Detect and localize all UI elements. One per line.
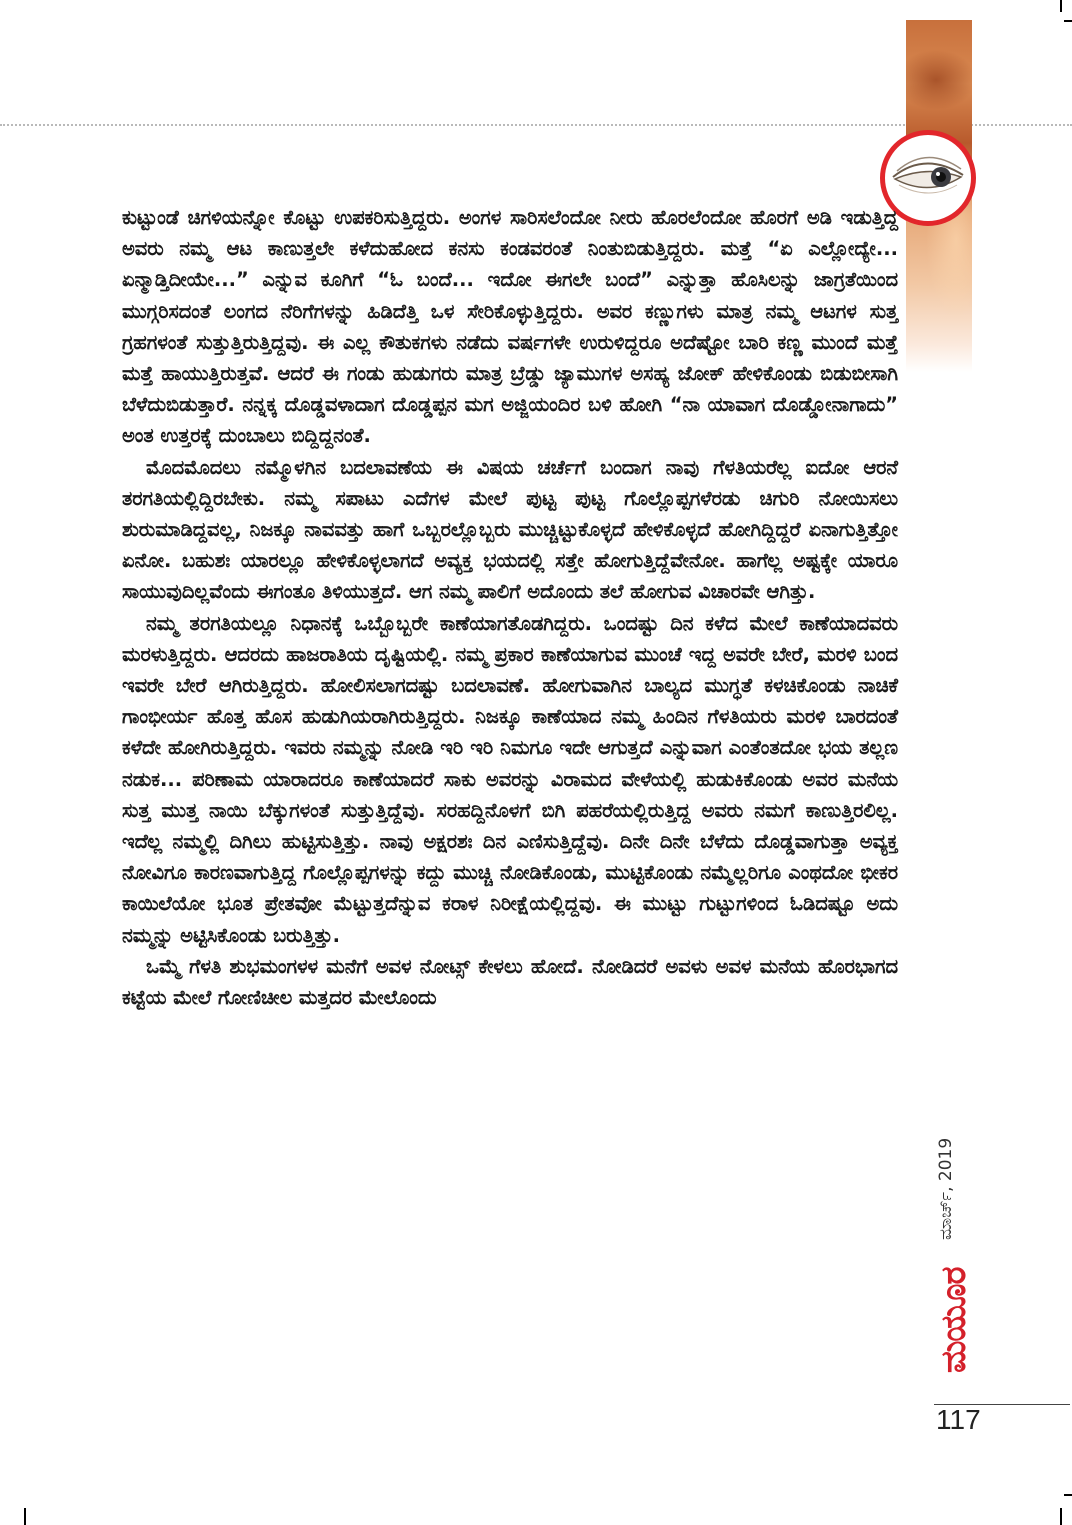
paragraph: ಒಮ್ಮೆ ಗೆಳತಿ ಶುಭಮಂಗಳಳ ಮನೆಗೆ ಅವಳ ನೋಟ್ಸ್ ಕೇಳಲು ಹೋದೆ. ನೋಡಿದರೆ ಅವಳು ಅವಳ ಮನೆಯ ಹೊರಭಾಗದ ಕಟ್ಟೆಯ ಮೇಲೆ ಗೋಣಿಚೀಲ ಮತ್ತದರ ಮೇಲೊಂದು <box>122 954 898 1010</box>
crop-mark <box>1060 1508 1062 1525</box>
paragraph: ಕುಟ್ಟುಂಡೆ ಚಿಗಳಿಯನ್ನೋ ಕೊಟ್ಟು ಉಪಕರಿಸುತ್ತಿದ್ದರು. ಅಂಗಳ ಸಾರಿಸಲೆಂದೋ ನೀರು ಹೊರಲೆಂದೋ ಹೊರಗೆ ಅಡಿ ಇಡುತ್ತಿದ್ದ ಅವರು ನಮ್ಮ ಆಟ ಕಾಣುತ್ತಲೇ ಕಳೆದುಹೋದ ಕನಸು ಕಂಡವರಂತೆ ನಿಂತುಬಿಡುತ್ತಿದ್ದರು. ಮತ್ತೆ “ಏ ಎಲ್ಲೋದ್ಯೇ... ಏನ್ಮಾಡ್ತಿದೀಯೇ...” ಎನ್ನುವ ಕೂಗಿಗೆ “ಓ ಬಂದೆ... ಇದೋ ಈಗಲೇ ಬಂದೆ” ಎನ್ನುತ್ತಾ ಹೊಸಿಲನ್ನು ಜಾಗ್ರತೆಯಿಂದ ಮುಗ್ಗರಿಸದಂತೆ ಲಂಗದ ನೆರಿಗೆಗಳನ್ನು ಹಿಡಿದೆತ್ತಿ ಒಳ ಸೇರಿಕೊಳ್ಳುತ್ತಿದ್ದರು. ಅವರ ಕಣ್ಣುಗಳು ಮಾತ್ರ ನಮ್ಮ ಆಟಗಳ ಸುತ್ತ ಗ್ರಹಗಳಂತೆ ಸುತ್ತುತ್ತಿರುತ್ತಿದ್ದವು. ಈ ಎಲ್ಲ ಕೌತುಕಗಳು ನಡೆದು ವರ್ಷಗಳೇ ಉರುಳಿದ್ದರೂ ಅದೆಷ್ಟೋ ಬಾರಿ ಕಣ್ಣ ಮುಂದೆ ಮತ್ತೆ ಮತ್ತೆ ಹಾಯುತ್ತಿರುತ್ತವೆ. ಆದರೆ ಈ ಗಂಡು ಹುಡುಗರು ಮಾತ್ರ ಬ್ರೆಡ್ಡು ಜ್ಯಾಮುಗಳ ಅಸಹ್ಯ ಜೋಕ್ ಹೇಳಿಕೊಂಡು ಬಿಡುಬೀಸಾಗಿ ಬೆಳೆದುಬಿಡುತ್ತಾರೆ. ನನ್ನಕ್ಕ ದೊಡ್ಡವಳಾದಾಗ ದೊಡ್ಡಪ್ಪನ ಮಗ ಅಜ್ಜಿಯಂದಿರ ಬಳಿ ಹೋಗಿ “ನಾ ಯಾವಾಗ ದೊಡ್ಡೋನಾಗಾದು” ಅಂತ ಉತ್ತರಕ್ಕೆ ದುಂಬಾಲು ಬಿದ್ದಿದ್ದನಂತೆ. <box>122 206 898 448</box>
crop-mark <box>1060 0 1062 12</box>
paragraph: ನಮ್ಮ ತರಗತಿಯಲ್ಲೂ ನಿಧಾನಕ್ಕೆ ಒಬ್ಬೊಬ್ಬರೇ ಕಾಣೆಯಾಗತೊಡಗಿದ್ದರು. ಒಂದಷ್ಟು ದಿನ ಕಳೆದ ಮೇಲೆ ಕಾಣೆಯಾದವರು ಮರಳುತ್ತಿದ್ದರು. ಆದರದು ಹಾಜರಾತಿಯ ದೃಷ್ಟಿಯಲ್ಲಿ. ನಮ್ಮ ಪ್ರಕಾರ ಕಾಣೆಯಾಗುವ ಮುಂಚೆ ಇದ್ದ ಅವರೇ ಬೇರೆ, ಮರಳಿ ಬಂದ ಇವರೇ ಬೇರೆ ಆಗಿರುತ್ತಿದ್ದರು. ಹೋಲಿಸಲಾಗದಷ್ಟು ಬದಲಾವಣೆ. ಹೋಗುವಾಗಿನ ಬಾಲ್ಯದ ಮುಗ್ಧತೆ ಕಳಚಿಕೊಂಡು ನಾಚಿಕೆ ಗಾಂಭೀರ್ಯ ಹೊತ್ತ ಹೊಸ ಹುಡುಗಿಯರಾಗಿರುತ್ತಿದ್ದರು. ನಿಜಕ್ಕೂ ಕಾಣೆಯಾದ ನಮ್ಮ ಹಿಂದಿನ ಗೆಳತಿಯರು ಮರಳಿ ಬಾರದಂತೆ ಕಳೆದೇ ಹೋಗಿರುತ್ತಿದ್ದರು. ಇವರು ನಮ್ಮನ್ನು ನೋಡಿ ಇರಿ ಇರಿ ನಿಮಗೂ ಇದೇ ಆಗುತ್ತದೆ ಎನ್ನುವಾಗ ಎಂತೆಂತದೋ ಭಯ ತಲ್ಲಣ ನಡುಕ... ಪರಿಣಾಮ ಯಾರಾದರೂ ಕಾಣೆಯಾದರೆ ಸಾಕು ಅವರನ್ನು ವಿರಾಮದ ವೇಳೆಯಲ್ಲಿ ಹುಡುಕಿಕೊಂಡು ಅವರ ಮನೆಯ ಸುತ್ತ ಮುತ್ತ ನಾಯಿ ಬೆಕ್ಕುಗಳಂತೆ ಸುತ್ತುತ್ತಿದ್ದೆವು. ಸರಹದ್ದಿನೊಳಗೆ ಬಿಗಿ ಪಹರೆಯಲ್ಲಿರುತ್ತಿದ್ದ ಅವರು ನಮಗೆ ಕಾಣುತ್ತಿರಲಿಲ್ಲ. ಇದೆಲ್ಲ ನಮ್ಮಲ್ಲಿ ದಿಗಿಲು ಹುಟ್ಟಿಸುತ್ತಿತ್ತು. ನಾವು ಅಕ್ಷರಶಃ ದಿನ ಎಣಿಸುತ್ತಿದ್ದೆವು. ದಿನೇ ದಿನೇ ಬೆಳೆದು ದೊಡ್ಡವಾಗುತ್ತಾ ಅವ್ಯಕ್ತ ನೋವಿಗೂ ಕಾರಣವಾಗುತ್ತಿದ್ದ ಗೊಲ್ಲೊಪ್ಪಗಳನ್ನು ಕದ್ದು ಮುಚ್ಚಿ ನೋಡಿಕೊಂಡು, ಮುಟ್ಟಿಕೊಂಡು ನಮ್ಮೆಲ್ಲರಿಗೂ ಎಂಥದೋ ಭೀಕರ ಕಾಯಿಲೆಯೋ ಭೂತ ಪ್ರೇತವೋ ಮೆಟ್ಟುತ್ತದೆನ್ನುವ ಕರಾಳ ನಿರೀಕ್ಷೆಯಲ್ಲಿದ್ದವು. ಈ ಮುಟ್ಟು ಗುಟ್ಟುಗಳಿಂದ ಓಡಿದಷ್ಟೂ ಅದು ನಮ್ಮನ್ನು ಅಟ್ಟಿಸಿಕೊಂಡು ಬರುತ್ತಿತ್ತು. <box>122 611 898 947</box>
paragraph: ಮೊದಮೊದಲು ನಮ್ಮೊಳಗಿನ ಬದಲಾವಣೆಯ ಈ ವಿಷಯ ಚರ್ಚೆಗೆ ಬಂದಾಗ ನಾವು ಗೆಳತಿಯರೆಲ್ಲ ಐದೋ ಆರನೆ ತರಗತಿಯಲ್ಲಿದ್ದಿರಬೇಕು. ನಮ್ಮ ಸಪಾಟು ಎದೆಗಳ ಮೇಲೆ ಪುಟ್ಟ ಪುಟ್ಟ ಗೊಲ್ಲೊಪ್ಪಗಳೆರಡು ಚಿಗುರಿ ನೋಯಿಸಲು ಶುರುಮಾಡಿದ್ದವಲ್ಲ, ನಿಜಕ್ಕೂ ನಾವವತ್ತು ಹಾಗೆ ಒಬ್ಬರಲ್ಲೊಬ್ಬರು ಮುಚ್ಚಿಟ್ಟುಕೊಳ್ಳದೆ ಹೇಳಿಕೊಳ್ಳದೆ ಹೋಗಿದ್ದಿದ್ದರೆ ಏನಾಗುತ್ತಿತ್ತೋ ಏನೋ. ಬಹುಶಃ ಯಾರಲ್ಲೂ ಹೇಳಿಕೊಳ್ಳಲಾಗದೆ ಅವ್ಯಕ್ತ ಭಯದಲ್ಲಿ ಸತ್ತೇ ಹೋಗುತ್ತಿದ್ದೆವೇನೋ. ಹಾಗೆಲ್ಲ ಅಷ್ಟಕ್ಕೇ ಯಾರೂ ಸಾಯುವುದಿಲ್ಲವೆಂದು ಈಗಂತೂ ತಿಳಿಯುತ್ತದೆ. ಆಗ ನಮ್ಮ ಪಾಲಿಗೆ ಅದೊಂದು ತಲೆ ಹೋಗುವ ವಿಚಾರವೇ ಆಗಿತ್ತು. <box>122 455 898 604</box>
article-body <box>122 202 898 1013</box>
page-number: 117 <box>936 1404 981 1435</box>
magazine-logo: ಮಯೂರ <box>934 1267 974 1373</box>
crop-mark <box>24 1508 26 1525</box>
crop-mark <box>1064 1494 1072 1496</box>
crop-mark <box>1064 20 1072 22</box>
issue-date: ಮಾರ್ಚ್, 2019 <box>936 1137 956 1240</box>
sidebar-meta <box>934 1090 974 1400</box>
